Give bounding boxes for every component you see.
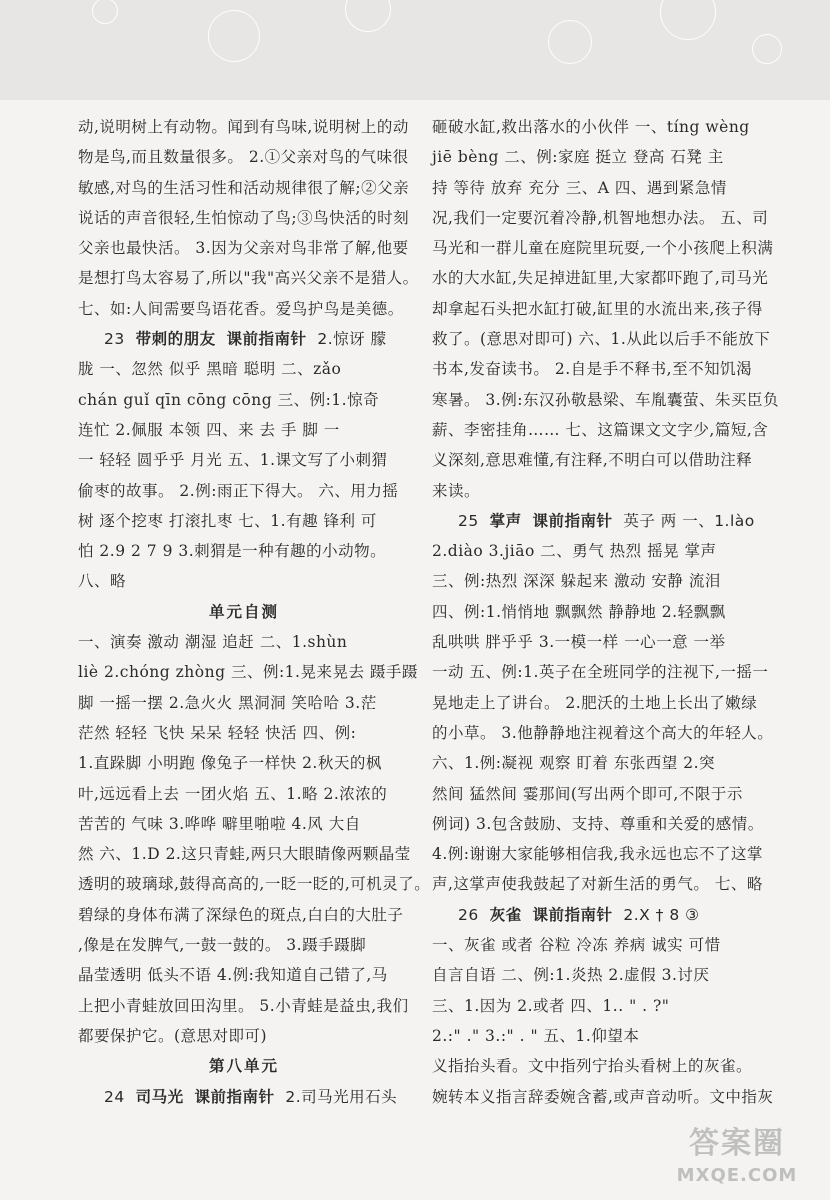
answer-line: 叶,远远看上去 一团火焰 五、1.略 2.浓浓的 [78,784,388,803]
answer-line: 透明的玻璃球,鼓得高高的,一眨一眨的,可机灵了。 [78,875,431,894]
section-title: 第八单元 [208,1057,279,1076]
answer-line: 砸破水缸,救出落水的小伙伴 一、tíng wèng [432,118,750,136]
lesson-heading [432,506,772,536]
lesson-title: 灰雀 [489,905,522,924]
heading-answers: 2.司马光用石头 [285,1087,398,1106]
answer-line: 连忙 2.佩服 本领 四、来 去 手 脚 一 [78,420,340,439]
answer-line: 却拿起石头把水缸打破,缸里的水流出来,孩子得 [432,299,763,318]
decorative-circle [660,0,716,40]
answer-line: 乱哄哄 胖乎乎 3.一模一样 一心一意 一举 [432,633,726,652]
guide-label: 课前指南针 [532,511,613,530]
answer-line: 寒暑。 3.例:东汉孙敬悬梁、车胤囊萤、朱买臣负 [432,390,779,409]
answer-line: 4.例:谢谢大家能够相信我,我永远也忘不了这掌 [432,845,763,864]
answer-line: 一、演奏 激动 潮湿 追赶 二、1.shùn [78,633,348,652]
answer-line: 晃地走上了讲台。 2.肥沃的土地上长出了嫩绿 [432,693,758,712]
lesson-number: 23 [104,330,125,349]
answer-line: 然间 猛然间 霎那间(写出两个即可,不限于示 [432,784,743,803]
answer-line: 然 六、1.D 2.这只青蛙,两只大眼睛像两颗晶莹 [78,845,411,864]
answer-line: 七、如:人间需要鸟语花香。爱鸟护鸟是美德。 [78,299,404,318]
section-title: 单元自测 [208,602,279,621]
answer-line: 持 等待 放弃 充分 三、A 四、遇到紧急情 [432,178,727,197]
answer-line: 胧 一、忽然 似乎 黑暗 聪明 二、zǎo [78,360,342,379]
heading-answers: 2.惊讶 朦 [317,330,387,349]
answer-line: 偷枣的故事。 2.例:雨正下得大。 六、用力摇 [78,481,399,500]
answer-line: 苦苦的 气味 3.哗哗 噼里啪啦 4.风 大自 [78,814,361,833]
lesson-heading [78,324,410,354]
answer-line: 说话的声音很轻,生怕惊动了鸟;③鸟快活的时刻 [78,208,410,227]
heading-answers: 英子 两 一、1.lào [623,511,755,530]
answer-line: 六、1.例:凝视 观察 盯着 东张西望 2.突 [432,754,716,773]
answer-line: 一动 五、例:1.英子在全班同学的注视下,一摇一 [432,663,769,682]
answer-line: 2.diào 3.jiāo 二、勇气 热烈 摇晃 掌声 [432,542,717,561]
lesson-title: 司马光 [135,1087,184,1106]
answer-line: 怕 2.9 2 7 9 3.刺猬是一种有趣的小动物。 [78,542,387,561]
answer-line: 义指抬头看。文中指列宁抬头看树上的灰雀。 [432,1057,753,1076]
answer-line: 树 逐个挖枣 打滚扎枣 七、1.有趣 锋利 可 [78,511,377,530]
answer-line: 敏感,对鸟的生活习性和活动规律很了解;②父亲 [78,178,410,197]
guide-label: 课前指南针 [226,330,307,349]
answer-line: 脚 一摇一摆 2.急火火 黑洞洞 笑哈哈 3.茫 [78,693,377,712]
answer-line: 况,我们一定要沉着冷静,机智地想办法。 五、司 [432,208,769,227]
answer-line: 婉转本义指言辞委婉含蓄,或声音动听。文中指灰 [432,1087,774,1106]
answer-line: 1.直跺脚 小明跑 像兔子一样快 2.秋天的枫 [78,754,382,773]
lesson-number: 24 [104,1087,125,1106]
answer-line: 书本,发奋读书。 2.自是手不释书,至不知饥渴 [432,360,753,379]
answer-line: 上把小青蛙放回田沟里。 5.小青蛙是益虫,我们 [78,996,409,1015]
answer-line: 茫然 轻轻 飞快 呆呆 轻轻 快活 四、例: [78,723,357,742]
decorative-circle [548,20,592,64]
answer-line: 是想打鸟太容易了,所以"我"高兴父亲不是猎人。 [78,269,419,288]
answer-line: 义深刻,意思难懂,有注释,不明白可以借助注释 [432,451,753,470]
answer-line: 例词) 3.包含鼓励、支持、尊重和关爱的感情。 [432,814,764,833]
site-watermark-logo [662,1124,812,1194]
page-header-band [0,0,830,100]
answer-line: 自言自语 二、例:1.炎热 2.虚假 3.讨厌 [432,966,710,985]
guide-label: 课前指南针 [532,905,613,924]
decorative-circle [92,0,118,24]
answer-line: 八、略 [78,572,127,591]
answer-line: 声,这掌声使我鼓起了对新生活的勇气。 七、略 [432,875,763,894]
decorative-circle [752,34,782,64]
answer-line: 三、例:热烈 深深 躲起来 激动 安静 流泪 [432,572,721,591]
answer-line: 动,说明树上有动物。闻到有鸟味,说明树上的动 [78,118,409,136]
answer-line: 都要保护它。(意思对即可) [78,1026,268,1045]
decorative-circle [345,0,391,32]
answer-line: 水的大水缸,失足掉进缸里,大家都吓跑了,司马光 [432,269,769,288]
guide-label: 课前指南针 [194,1087,275,1106]
lesson-title: 掌声 [489,511,522,530]
answer-line: 来读。 [432,481,481,500]
answer-line: ,像是在发脾气,一鼓一鼓的。 3.蹑手蹑脚 [78,936,367,955]
lesson-title: 带刺的朋友 [135,330,216,349]
right-answer-column [432,112,779,1112]
watermark-line1: 答案圈 [689,1126,785,1161]
heading-answers: 2.X † 8 ③ [623,905,700,924]
lesson-heading [432,900,772,930]
answer-line: 薪、李密挂角…… 七、这篇课文文字少,篇短,含 [432,420,769,439]
answer-line: 的小草。 3.他静静地注视着这个高大的年轻人。 [432,723,774,742]
answer-line: 三、1.因为 2.或者 四、1.. " . ?" [432,996,670,1015]
answer-line: 碧绿的身体布满了深绿色的斑点,白白的大肚子 [78,905,404,924]
answer-line: 四、例:1.悄悄地 飘飘然 静静地 2.轻飘飘 [432,602,726,621]
answer-line: 晶莹透明 低头不语 4.例:我知道自己错了,马 [78,966,388,985]
left-answer-column [78,112,431,1112]
answer-line: jiē bèng 二、例:家庭 挺立 登高 石凳 主 [432,148,724,167]
answer-line: 2.:" ." 3.:" . " 五、1.仰望本 [432,1026,640,1045]
lesson-number: 25 [458,511,479,530]
answer-line: 父亲也最快活。 3.因为父亲对鸟非常了解,他要 [78,239,409,258]
decorative-circle [208,10,260,62]
lesson-heading [78,1082,410,1112]
lesson-number: 26 [458,905,479,924]
answer-line: 一、灰雀 或者 谷粒 冷冻 养病 诚实 可惜 [432,936,721,955]
answer-line: 一 轻轻 圆乎乎 月光 五、1.课文写了小刺猬 [78,451,388,470]
answer-line: 救了。(意思对即可) 六、1.从此以后手不能放下 [432,330,771,349]
answer-line: chán guǐ qīn cōng cōng 三、例:1.惊奇 [78,390,380,409]
answer-line: 马光和一群儿童在庭院里玩耍,一个小孩爬上积满 [432,239,774,258]
answer-line: liè 2.chóng zhòng 三、例:1.晃来晃去 蹑手蹑 [78,663,418,682]
watermark-line2: MXQE.COM [676,1165,798,1186]
answer-line: 物是鸟,而且数量很多。 2.①父亲对鸟的气味很 [78,148,409,167]
